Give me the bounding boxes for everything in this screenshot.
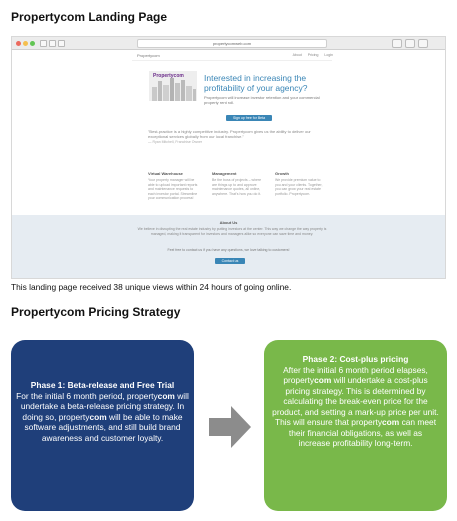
zoom-window-icon[interactable] — [30, 41, 35, 46]
nav-item-login[interactable]: Login — [324, 53, 333, 57]
phase-1-text: For the initial 6 month period, propertycom will undertake a beta-release pricing strategy. In doing so, propertycom will be able to make software adjustments, and still build brand awareness and customer loyalty. — [16, 390, 189, 443]
landing-page-screenshot — [11, 36, 446, 279]
browser-toolbar — [12, 37, 445, 50]
hero-logo: Propertycom — [153, 73, 184, 79]
landing-page-heading: Propertycom Landing Page — [11, 10, 168, 24]
testimonial-quote: "Best-practice is a highly competitive industry. Propertycom gives us the ability to deliver our exceptional services globally from our local franchise." — [148, 129, 311, 139]
phase-2-box — [264, 340, 447, 511]
about-text: We believe in disrupting the real estate industry by putting investors at the center. This way we change the way property is managed, making it transparent for investors and managers alike so everyone can save time and money. — [137, 227, 327, 236]
url-bar[interactable]: propertycomweb.com — [137, 39, 327, 48]
phase-2-title: Phase 2: Cost-plus pricing — [302, 354, 409, 364]
feature-title: Growth — [275, 171, 289, 176]
nav-item-about[interactable]: About — [292, 53, 302, 57]
about-contact-text: Feel free to contact us if you have any questions, we love talking to customers! — [167, 248, 290, 252]
feature-title: Management — [212, 171, 237, 176]
feature-virtual-warehouse — [148, 171, 200, 201]
site-nav — [288, 53, 333, 57]
testimonial-author: — Ryan Mitchell, Franchise Owner — [148, 140, 203, 144]
settings-icon[interactable] — [418, 39, 428, 48]
phase-2-text: After the initial 6 month period elapses, propertycom will undertake a cost-plus pricing strategy. This is determined by calculating the break-even price for the product, and setting a mark-up price per unit. This will ensure that propertycom can meet their financial obligations, as well as increase profitability long-term. — [272, 364, 439, 448]
signup-button[interactable]: Sign up free for Beta — [226, 115, 272, 121]
about-section — [12, 215, 445, 279]
hero-subtitle: Propertycom will increase investor retention and your commercial property rent roll. — [204, 95, 320, 105]
feature-text: Be the boss of projects – where are things up to and approve maintenance quotes, all online, anywhere. That's how you do it. — [212, 178, 262, 196]
hero-title: Interested in increasing the profitability of your agency? — [204, 73, 308, 93]
feature-text: Your property manager will be able to upload important reports and maintenance requests to each investor portal. Streamline your communication process! — [148, 178, 198, 200]
feature-growth — [275, 171, 327, 196]
about-title: About Us — [219, 220, 238, 225]
reload-icon[interactable] — [405, 39, 415, 48]
forward-arrow-icon[interactable] — [49, 40, 56, 47]
feature-text: We provide premium value to you and your clients. Together, you can grow your real estate portfolio. Propertycom. — [275, 178, 323, 196]
back-arrow-icon[interactable] — [40, 40, 47, 47]
right-arrow-icon — [209, 406, 251, 448]
close-window-icon[interactable] — [16, 41, 21, 46]
share-icon[interactable] — [392, 39, 402, 48]
phase-1-box — [11, 340, 194, 511]
contact-button[interactable]: Contact us — [215, 258, 245, 264]
feature-title: Virtual Warehouse — [148, 171, 183, 176]
nav-divider — [132, 60, 332, 61]
nav-item-pricing[interactable]: Pricing — [307, 53, 319, 57]
site-brand[interactable]: Propertycom — [137, 53, 160, 58]
phase-1-title: Phase 1: Beta-release and Free Trial — [30, 380, 175, 390]
sidebar-icon[interactable] — [58, 40, 65, 47]
pricing-heading: Propertycom Pricing Strategy — [11, 305, 181, 319]
minimize-window-icon[interactable] — [23, 41, 28, 46]
feature-management — [212, 171, 264, 196]
views-caption: This landing page received 38 unique views within 24 hours of going online. — [11, 282, 292, 292]
